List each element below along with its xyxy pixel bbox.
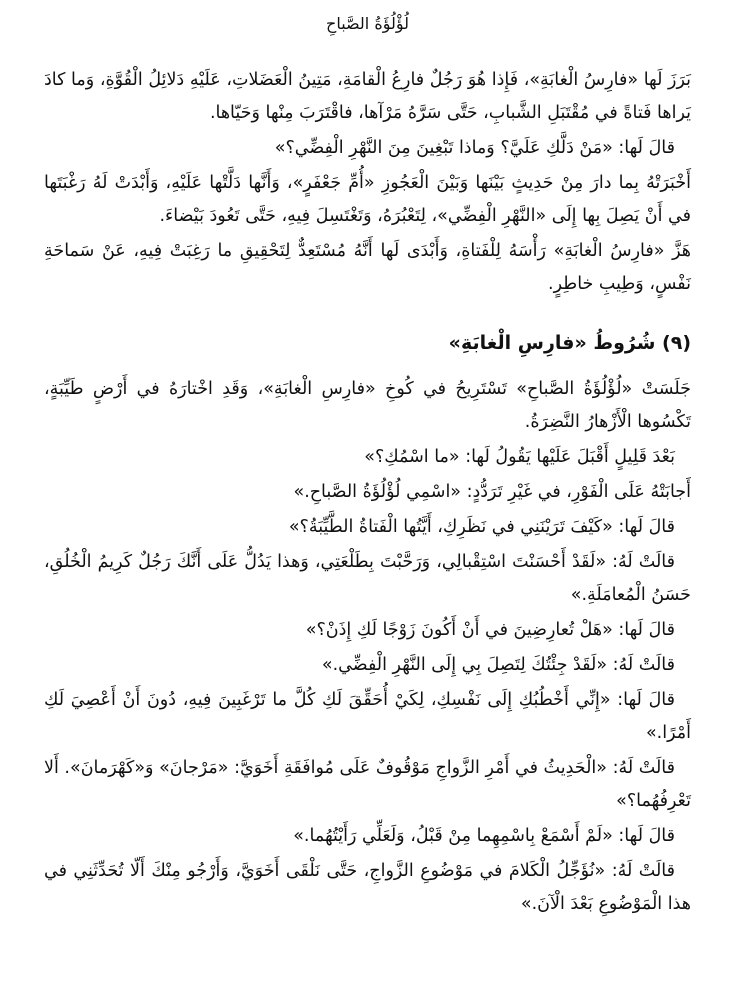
running-header: لُؤْلُؤَةُ الصَّباحِ: [326, 14, 409, 33]
paragraph: قالَتْ لَهُ: «لَقَدْ جِئْتُكَ لِتَصِلَ بِي إِلَى النَّهْرِ الْفِضِّي.»: [321, 655, 675, 675]
paragraph: هَزَّ «فارِسُ الْغابَةِ» رَأْسَهُ لِلْفَتاةِ، وَأَبْدَى لَها أَنَّهُ مُسْتَعِدٌّ لِتَحْقِيقِ ما رَغِبَتْ فِيهِ، عَنْ سَماحَةِ نَفْسٍ، وَطِيبِ خاطِرٍ.: [44, 241, 691, 294]
paragraph: أَخْبَرَتْهُ بِما دارَ مِنْ حَدِيثٍ بَيْنَها وَبَيْنَ الْعَجُوزِ «أُمِّ جَعْفَرٍ»، وَأَنَّها دَلَّتْها عَلَيْهِ، وَأَبْدَتْ لَهُ رَغْبَتَها في أَنْ يَصِلَ بِها إِلَى «النَّهْرِ الْفِضِّي»، لِتَعْبُرَهُ، وَتَغْتَسِلَ فِيهِ، حَتَّى تَعُودَ بَيْضاءَ.: [44, 173, 691, 226]
chapter-body-text: [44, 373, 691, 921]
paragraph: قالَ لَها: «كَيْفَ تَرَيْنَنِي في نَظَرِكِ، أَيَّتُها الْفَتاةُ الطَّيِّبَةُ؟»: [288, 517, 675, 537]
paragraph: قالَتْ لَهُ: «لَقَدْ أَحْسَنْتَ اسْتِقْبالِي، وَرَحَّبْتَ بِطَلْعَتِي، وَهذا يَدُلُّ عَلَى أَنَّكَ رَجُلٌ كَرِيمُ الْخُلُقِ، حَسَنُ الْمُعامَلَةِ.»: [44, 552, 691, 605]
paragraph: قالَتْ لَهُ: «نُؤَجِّلُ الْكَلامَ في مَوْضُوعِ الزَّواجِ، حَتَّى نَلْقَى أَخَوَيَّ، وَأَرْجُو مِنْكَ أَلّا تُحَدِّثَنِي في هذا الْمَوْضُوعِ بَعْدَ الْآنَ.»: [44, 861, 691, 914]
paragraph: بَرَزَ لَها «فارِسُ الْغابَةِ»، فَإِذا هُوَ رَجُلٌ فارِعُ الْقامَةِ، مَتِينُ الْعَضَلاتِ، عَلَيْهِ دَلائِلُ الْقُوَّةِ، وَما كادَ يَراها فَتاةً في مُقْتَبَلِ الشَّبابِ، حَتَّى سَرَّهُ مَرْآها، فاقْتَرَبَ مِنْها وَحَيّاها.: [44, 70, 691, 123]
paragraph: قالَ لَها: «إِنِّي أَخْطُبُكِ إِلَى نَفْسِكِ، لِكَيْ أُحَقِّقَ لَكِ كُلَّ ما تَرْغَبِينَ فِيهِ، دُونَ أَنْ أَعْصِيَ لَكِ أَمْرًا.»: [44, 690, 691, 743]
chapter-heading: (٩) شُرُوطُ «فارِسِ الْغابَةِ»: [448, 332, 691, 354]
paragraph: قالَ لَها: «مَنْ دَلَّكِ عَلَيَّ؟ وَماذا تَبْغِينَ مِنَ النَّهْرِ الْفِضِّي؟»: [274, 138, 675, 158]
paragraph: أَجابَتْهُ عَلَى الْفَوْرِ، في غَيْرِ تَرَدُّدٍ: «اسْمِي لُؤْلُؤَةُ الصَّباحِ.»: [293, 482, 691, 502]
paragraph: قالَ لَها: «هَلْ تُعارِضِينَ في أَنْ أَكُونَ زَوْجًا لَكِ إِذَنْ؟»: [305, 620, 675, 640]
paragraph: بَعْدَ قَلِيلٍ أَقْبَلَ عَلَيْها يَقُولُ لَها: «ما اسْمُكِ؟»: [364, 447, 675, 467]
paragraph: قالَ لَها: «لَمْ أَسْمَعْ بِاسْمِهِما مِنْ قَبْلُ، وَلَعَلِّي رَأَيْتُهُما.»: [293, 826, 675, 846]
paragraph: جَلَسَتْ «لُؤْلُؤَةُ الصَّباحِ» تَسْتَرِيحُ في كُوخِ «فارِسِ الْغابَةِ»، وَقَدِ اخْتارَهُ في أَرْضٍ طَيِّبَةٍ، تَكْسُوها الْأَزْهارُ النَّضِرَةُ.: [44, 379, 691, 432]
paragraph: قالَتْ لَهُ: «الْحَدِيثُ في أَمْرِ الزَّواجِ مَوْقُوفٌ عَلَى مُوافَقَةِ أَخَوَيَّ: «مَرْجانَ» وَ«كَهْرَمانَ». أَلا تَعْرِفُهُما؟»: [44, 758, 691, 811]
section-opening-text: [44, 64, 691, 301]
